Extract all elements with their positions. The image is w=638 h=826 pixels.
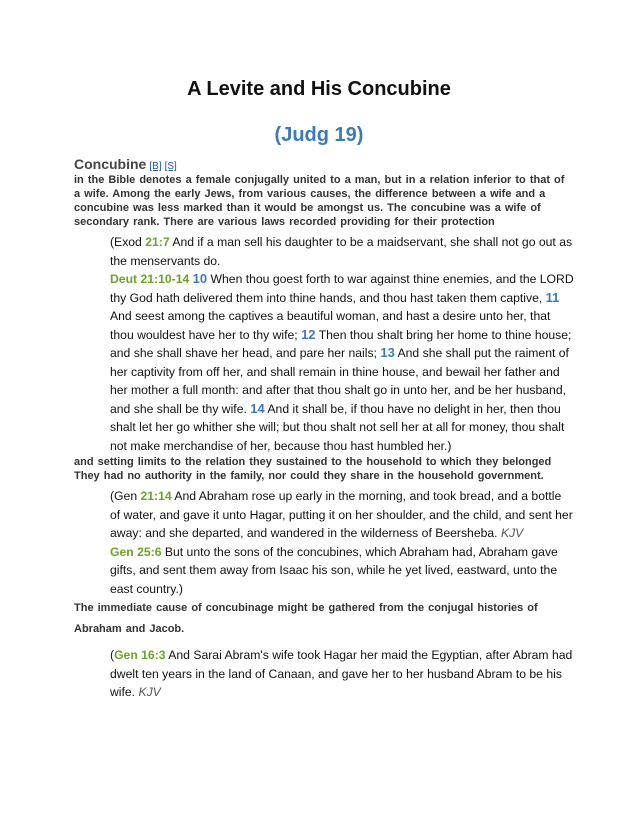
verse-text-10: When thou goest forth to war against thine enemies, and the LORD thy God hath delivered them into thine hands, and thou hast taken them captive, bbox=[110, 272, 574, 305]
verse-number-12: 12 bbox=[301, 326, 316, 342]
link-s[interactable]: [S] bbox=[164, 161, 177, 172]
gen16-open: ( bbox=[110, 648, 115, 662]
gen25-text: But unto the sons of the concubines, which Abraham had, Abraham gave gifts, and sent them away from Isaac his son, while he yet lived, eastward, unto the east country.) bbox=[110, 544, 558, 596]
page-title: A Levite and His Concubine bbox=[187, 78, 451, 100]
gen21-ref: 21:14 bbox=[140, 489, 172, 503]
exod-text: And if a man sell his daughter to be a maidservant, she shall not go out as the menservants do. bbox=[110, 235, 573, 268]
entry-term: Concubine bbox=[74, 156, 147, 172]
gen21-verse-block bbox=[110, 487, 574, 543]
gen21-open: (Gen bbox=[110, 489, 141, 503]
gen25-verse-block bbox=[110, 543, 574, 599]
cause-paragraph: The immediate cause of concubinage might be gathered from the conjugal histories of Abraham and Jacob. bbox=[74, 602, 538, 635]
exod-ref: 21:7 bbox=[145, 235, 170, 249]
gen16-ref: Gen 16:3 bbox=[114, 648, 166, 662]
gen21-kjv: KJV bbox=[500, 526, 524, 540]
relation-paragraph: and setting limits to the relation they sustained to the household to which they belonged They had no authority in the family, nor could they share in the household government. bbox=[74, 456, 552, 482]
gen25-ref: Gen 25:6 bbox=[110, 544, 162, 559]
definition-paragraph: in the Bible denotes a female conjugally united to a man, but in a relation inferior to that of a wife. Among the early Jews, from various causes, the difference between a wife and a concubine was less marked than it would be amongst us. The concubine was a wife of secondary rank. There are various laws recorded providing for their protection bbox=[74, 174, 565, 228]
verse-text-14: And it shall be, if thou have no delight in her, then thou shalt let her go whither she will; but thou shalt not sell her at all for money, thou shalt not make merchandise of her, because thou hast humbled her.) bbox=[110, 401, 565, 453]
exod-open: (Exod bbox=[110, 235, 146, 249]
gen21-text: And Abraham rose up early in the morning, and took bread, and a bottle of water, and gave it unto Hagar, putting it on her shoulder, and the child, and sent her away: and she departed, and wandered in the wilderness of Beersheba. bbox=[110, 489, 573, 540]
verse-number-11: 11 bbox=[545, 289, 560, 305]
verse-number-13: 13 bbox=[380, 345, 395, 360]
verse-number-14: 14 bbox=[250, 400, 265, 416]
gen16-text: And Sarai Abram's wife took Hagar her maid the Egyptian, after Abram had dwelt ten years in the land of Canaan, and gave her to her husband Abram to be his wife. bbox=[110, 648, 573, 699]
verse-text-12: Then thou shalt bring her home to thine house; and she shall shave her head, and pare her nails; bbox=[110, 327, 572, 360]
deut-ref: Deut 21:10-14 bbox=[110, 272, 190, 286]
verse-text-11: And seest among the captives a beautiful woman, and hast a desire unto her, that thou wouldest have her to thy wife; bbox=[110, 309, 551, 342]
link-b[interactable]: [B] bbox=[149, 161, 162, 172]
verse-text-13: And she shall put the raiment of her captivity from off her, and shall remain in thine house, and bewail her father and her mother a full month: and after that thou shalt go in unto her, and be her husband, and she shall be thy wife. bbox=[110, 346, 569, 416]
exod-verse-block bbox=[110, 233, 574, 270]
gen16-verse-block bbox=[110, 646, 574, 702]
entry-heading bbox=[74, 156, 574, 172]
page-subtitle: (Judg 19) bbox=[274, 124, 364, 146]
document-body bbox=[74, 156, 574, 702]
deut-verse-block bbox=[110, 270, 574, 455]
verse-number-10: 10 bbox=[192, 271, 208, 286]
gen16-kjv: KJV bbox=[138, 685, 161, 699]
